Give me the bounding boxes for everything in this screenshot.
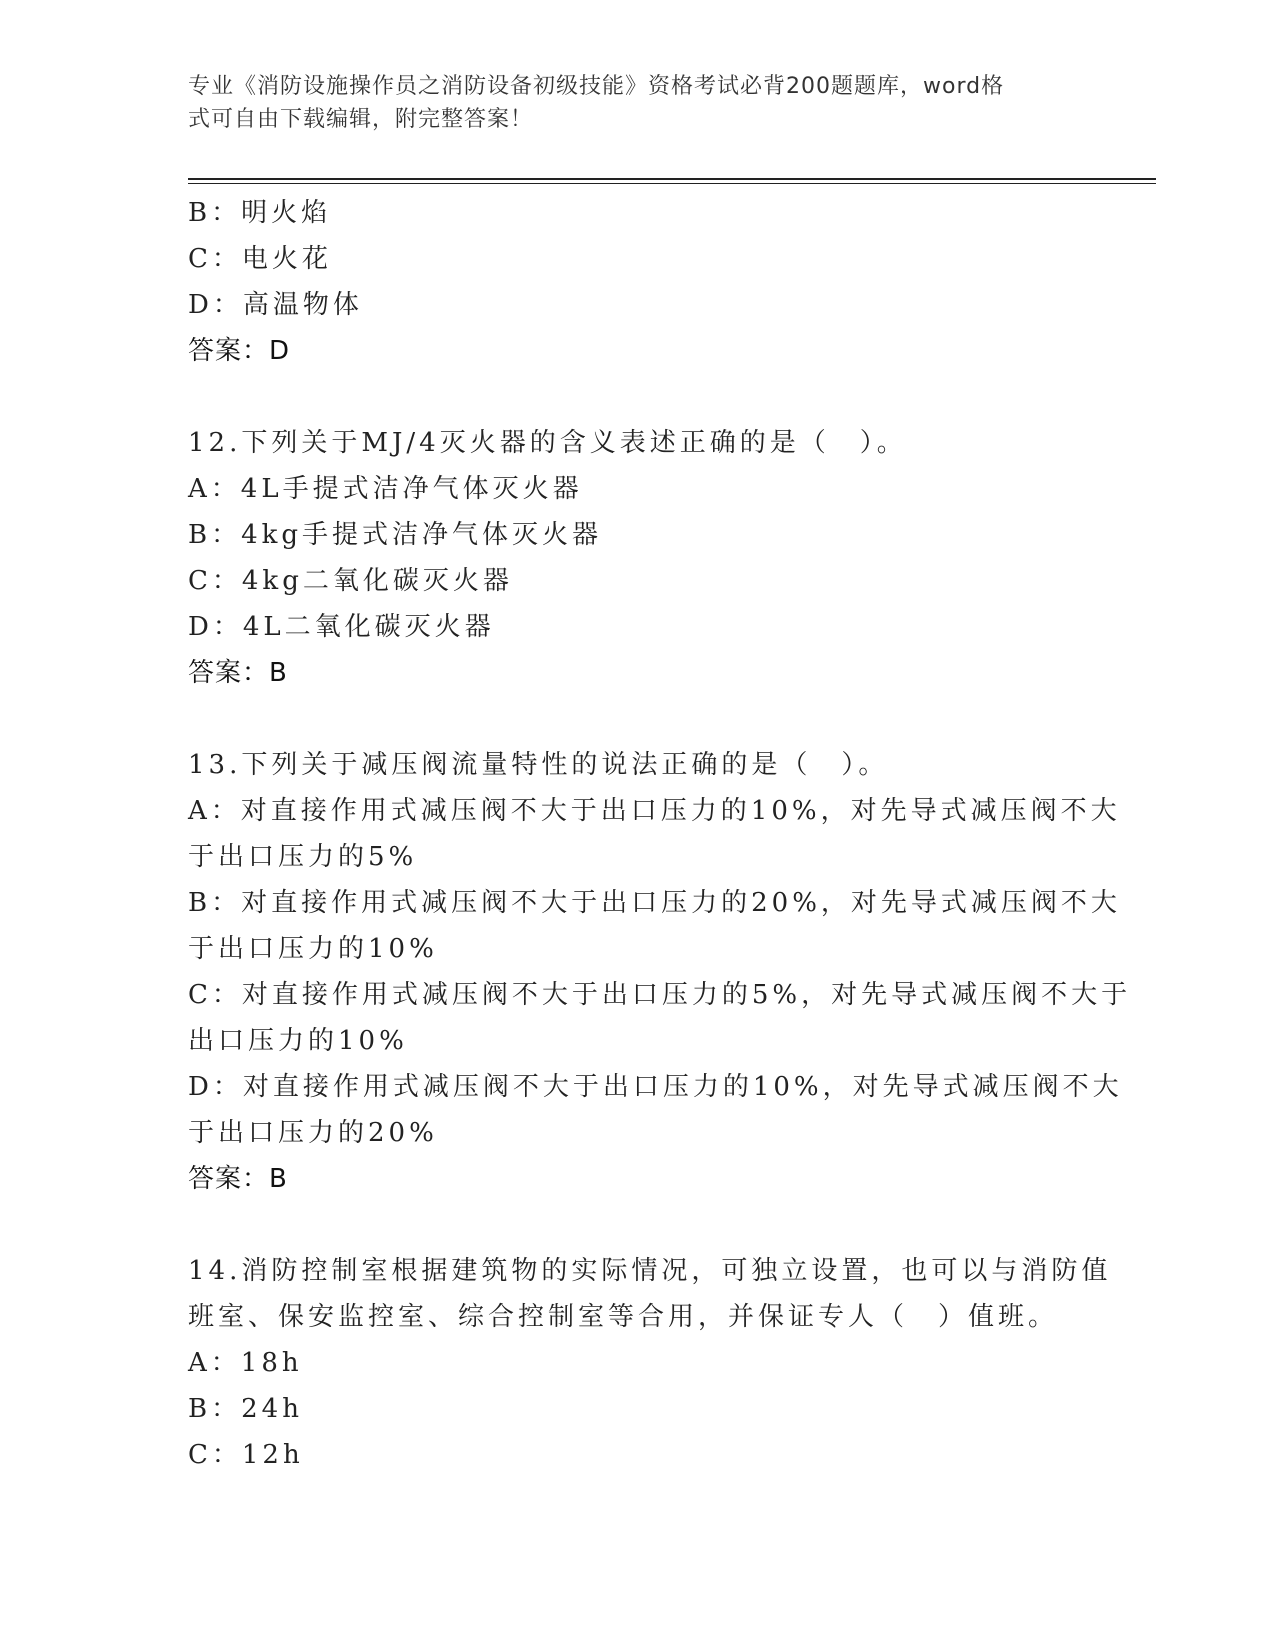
option-a: A：4L手提式洁净气体灭火器 bbox=[188, 474, 583, 504]
question-11-block bbox=[188, 190, 1088, 374]
option-d-line-2: 于出口压力的20% bbox=[188, 1118, 438, 1148]
spacer bbox=[188, 374, 1088, 420]
option-b-line-2: 于出口压力的10% bbox=[188, 934, 438, 964]
header-line-1: 专业《消防设施操作员之消防设备初级技能》资格考试必背200题题库，word格 bbox=[188, 74, 1005, 99]
spacer bbox=[188, 696, 1088, 742]
option-a-line-2: 于出口压力的5% bbox=[188, 842, 418, 872]
question-12-block bbox=[188, 420, 1088, 696]
header-divider-thin bbox=[188, 183, 1156, 184]
option-c: C：电火花 bbox=[188, 244, 332, 274]
answer: 答案：B bbox=[188, 1164, 288, 1194]
answer: 答案：B bbox=[188, 658, 288, 688]
header-line-2: 式可自由下载编辑，附完整答案！ bbox=[188, 107, 534, 132]
option-c: C：12h bbox=[188, 1440, 304, 1470]
question-list bbox=[188, 190, 1132, 1478]
option-d: D：4L二氧化碳灭火器 bbox=[188, 612, 495, 642]
spacer bbox=[188, 1202, 1088, 1248]
option-b-line-1: B：对直接作用式减压阀不大于出口压力的20%，对先导式减压阀不大 bbox=[188, 888, 1121, 918]
question-text-line-2: 班室、保安监控室、综合控制室等合用，并保证专人（ ）值班。 bbox=[188, 1302, 1059, 1332]
header-divider-thick bbox=[188, 178, 1156, 180]
answer: 答案：D bbox=[188, 336, 291, 366]
question-14-block bbox=[188, 1248, 1112, 1478]
option-b: B：4kg手提式洁净气体灭火器 bbox=[188, 520, 603, 550]
option-c-line-2: 出口压力的10% bbox=[188, 1026, 408, 1056]
option-b: B：24h bbox=[188, 1394, 303, 1424]
option-c: C：4kg二氧化碳灭火器 bbox=[188, 566, 513, 596]
question-text-line-1: 14.消防控制室根据建筑物的实际情况，可独立设置，也可以与消防值 bbox=[188, 1256, 1112, 1286]
option-a: A：18h bbox=[188, 1348, 303, 1378]
option-d-line-1: D：对直接作用式减压阀不大于出口压力的10%，对先导式减压阀不大 bbox=[188, 1072, 1123, 1102]
question-13-block bbox=[188, 742, 1132, 1202]
document-header bbox=[188, 70, 1068, 136]
option-c-line-1: C：对直接作用式减压阀不大于出口压力的5%，对先导式减压阀不大于 bbox=[188, 980, 1132, 1010]
option-d: D：高温物体 bbox=[188, 290, 363, 320]
question-text: 13.下列关于减压阀流量特性的说法正确的是（ ）。 bbox=[188, 750, 889, 780]
question-text: 12.下列关于MJ/4灭火器的含义表述正确的是（ ）。 bbox=[188, 428, 907, 458]
option-b: B：明火焰 bbox=[188, 198, 332, 228]
option-a-line-1: A：对直接作用式减压阀不大于出口压力的10%，对先导式减压阀不大 bbox=[188, 796, 1121, 826]
